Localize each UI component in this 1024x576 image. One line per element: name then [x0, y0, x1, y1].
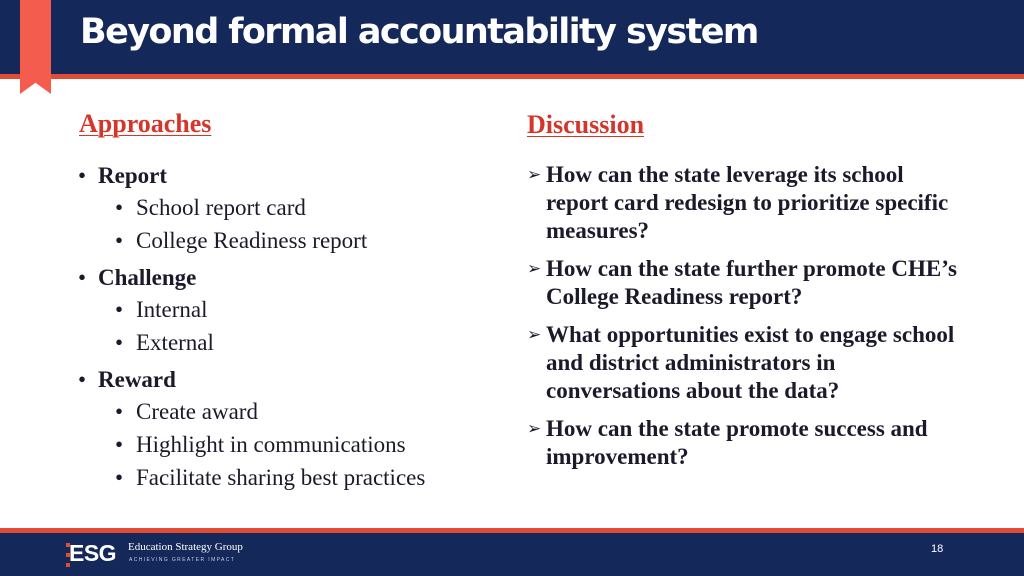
sub-item: • External	[115, 326, 425, 359]
approach-label: • Reward	[78, 364, 425, 395]
sub-item: • Create award	[115, 395, 425, 428]
approach-item-challenge	[78, 262, 425, 359]
approach-label: • Challenge	[78, 262, 425, 293]
org-name: Education Strategy Group	[128, 541, 243, 553]
approach-sublist	[78, 191, 425, 257]
slide-title: Beyond formal accountability system	[80, 12, 758, 52]
arrow-bullet-icon: ➢	[527, 165, 542, 185]
page-number: 18	[931, 543, 944, 555]
question-text: How can the state further promote CHE’s College Readiness report?	[546, 256, 957, 309]
bookmark-ribbon	[20, 0, 51, 94]
footer-bar	[0, 533, 1024, 576]
approaches-list	[78, 160, 425, 499]
arrow-bullet-icon: ➢	[527, 419, 542, 439]
sub-item: • Internal	[115, 293, 425, 326]
logo-wordmark: ESG	[69, 540, 117, 566]
discussion-question	[527, 415, 967, 471]
sub-item: • College Readiness report	[115, 224, 425, 257]
org-tagline: ACHIEVING GREATER IMPACT	[129, 557, 236, 563]
approach-sublist	[78, 395, 425, 494]
question-text: How can the state promote success and improvement?	[546, 416, 928, 469]
arrow-bullet-icon: ➢	[527, 259, 542, 279]
question-text: What opportunities exist to engage school and district administrators in conversations about the data?	[546, 322, 955, 403]
sub-item: • Facilitate sharing best practices	[115, 461, 425, 494]
discussion-heading: Discussion	[527, 110, 645, 139]
approaches-heading: Approaches	[79, 109, 212, 138]
approach-label: • Report	[78, 160, 425, 191]
header-accent-stripe	[0, 74, 1024, 79]
sub-item: • Highlight in communications	[115, 428, 425, 461]
discussion-question	[527, 161, 967, 245]
arrow-bullet-icon: ➢	[527, 325, 542, 345]
approach-item-reward	[78, 364, 425, 494]
discussion-question	[527, 321, 967, 405]
question-text: How can the state leverage its school report card redesign to prioritize specific measures?	[546, 162, 949, 243]
sub-item: • School report card	[115, 191, 425, 224]
approach-sublist	[78, 293, 425, 359]
discussion-question	[527, 255, 967, 311]
approach-item-report	[78, 160, 425, 257]
discussion-list	[527, 161, 967, 481]
